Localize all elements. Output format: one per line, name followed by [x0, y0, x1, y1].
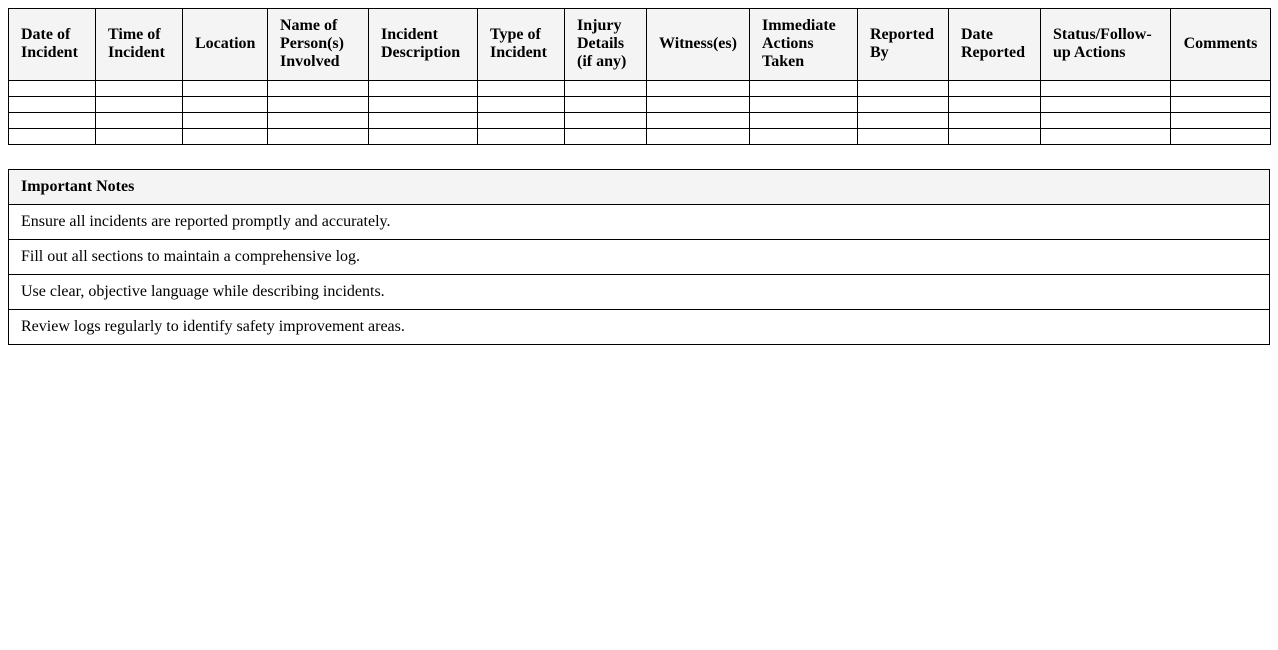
- header-status-follow-up: Status/Follow-up Actions: [1041, 9, 1171, 81]
- table-row: [9, 129, 1271, 145]
- header-persons-involved: Name of Person(s) Involved: [268, 9, 369, 81]
- header-comments: Comments: [1171, 9, 1271, 81]
- important-notes-table: [8, 169, 1270, 345]
- incident-log-table: [8, 8, 1271, 145]
- table-cell[interactable]: [647, 97, 750, 113]
- table-cell[interactable]: [565, 81, 647, 97]
- table-cell[interactable]: [369, 129, 478, 145]
- header-reported-by: Reported By: [858, 9, 949, 81]
- note-row: [9, 275, 1270, 310]
- note-item: Fill out all sections to maintain a comprehensive log.: [9, 240, 1270, 275]
- header-date-of-incident: Date of Incident: [9, 9, 96, 81]
- table-cell[interactable]: [478, 129, 565, 145]
- table-cell[interactable]: [858, 81, 949, 97]
- table-row: [9, 97, 1271, 113]
- table-cell[interactable]: [750, 113, 858, 129]
- header-incident-description: Incident Description: [369, 9, 478, 81]
- table-cell[interactable]: [183, 81, 268, 97]
- table-cell[interactable]: [949, 129, 1041, 145]
- table-cell[interactable]: [1041, 129, 1171, 145]
- table-cell[interactable]: [478, 113, 565, 129]
- table-cell[interactable]: [1041, 113, 1171, 129]
- header-immediate-actions: Immediate Actions Taken: [750, 9, 858, 81]
- table-cell[interactable]: [647, 129, 750, 145]
- table-cell[interactable]: [750, 97, 858, 113]
- table-cell[interactable]: [949, 113, 1041, 129]
- table-row: [9, 113, 1271, 129]
- table-cell[interactable]: [1041, 97, 1171, 113]
- note-item: Review logs regularly to identify safety improvement areas.: [9, 310, 1270, 345]
- table-cell[interactable]: [369, 81, 478, 97]
- table-cell[interactable]: [183, 129, 268, 145]
- table-cell[interactable]: [9, 97, 96, 113]
- notes-header-row: [9, 170, 1270, 205]
- table-cell[interactable]: [1171, 129, 1271, 145]
- note-item: Ensure all incidents are reported promptly and accurately.: [9, 205, 1270, 240]
- note-row: [9, 240, 1270, 275]
- table-cell[interactable]: [268, 113, 369, 129]
- table-cell[interactable]: [369, 113, 478, 129]
- table-cell[interactable]: [565, 113, 647, 129]
- table-cell[interactable]: [1171, 81, 1271, 97]
- table-cell[interactable]: [96, 97, 183, 113]
- notes-title: Important Notes: [9, 170, 1270, 205]
- table-cell[interactable]: [369, 97, 478, 113]
- table-cell[interactable]: [183, 113, 268, 129]
- table-cell[interactable]: [96, 129, 183, 145]
- note-row: [9, 205, 1270, 240]
- table-cell[interactable]: [750, 81, 858, 97]
- note-row: [9, 310, 1270, 345]
- table-cell[interactable]: [858, 97, 949, 113]
- table-cell[interactable]: [565, 97, 647, 113]
- table-cell[interactable]: [565, 129, 647, 145]
- table-cell[interactable]: [9, 113, 96, 129]
- table-cell[interactable]: [858, 129, 949, 145]
- table-cell[interactable]: [9, 129, 96, 145]
- header-location: Location: [183, 9, 268, 81]
- note-item: Use clear, objective language while describing incidents.: [9, 275, 1270, 310]
- incident-log-page: [8, 8, 1270, 345]
- header-date-reported: Date Reported: [949, 9, 1041, 81]
- table-cell[interactable]: [96, 113, 183, 129]
- table-cell[interactable]: [268, 97, 369, 113]
- table-cell[interactable]: [647, 81, 750, 97]
- table-cell[interactable]: [750, 129, 858, 145]
- table-row: [9, 81, 1271, 97]
- table-header-row: [9, 9, 1271, 81]
- table-cell[interactable]: [183, 97, 268, 113]
- table-cell[interactable]: [1171, 113, 1271, 129]
- table-cell[interactable]: [1171, 97, 1271, 113]
- table-cell[interactable]: [647, 113, 750, 129]
- incident-log-body: [9, 81, 1271, 145]
- table-cell[interactable]: [478, 81, 565, 97]
- table-cell[interactable]: [96, 81, 183, 97]
- header-witnesses: Witness(es): [647, 9, 750, 81]
- header-time-of-incident: Time of Incident: [96, 9, 183, 81]
- table-cell[interactable]: [1041, 81, 1171, 97]
- header-type-of-incident: Type of Incident: [478, 9, 565, 81]
- table-cell[interactable]: [949, 81, 1041, 97]
- table-cell[interactable]: [268, 129, 369, 145]
- table-cell[interactable]: [268, 81, 369, 97]
- header-injury-details: Injury Details (if any): [565, 9, 647, 81]
- table-cell[interactable]: [478, 97, 565, 113]
- table-cell[interactable]: [9, 81, 96, 97]
- table-cell[interactable]: [949, 97, 1041, 113]
- table-cell[interactable]: [858, 113, 949, 129]
